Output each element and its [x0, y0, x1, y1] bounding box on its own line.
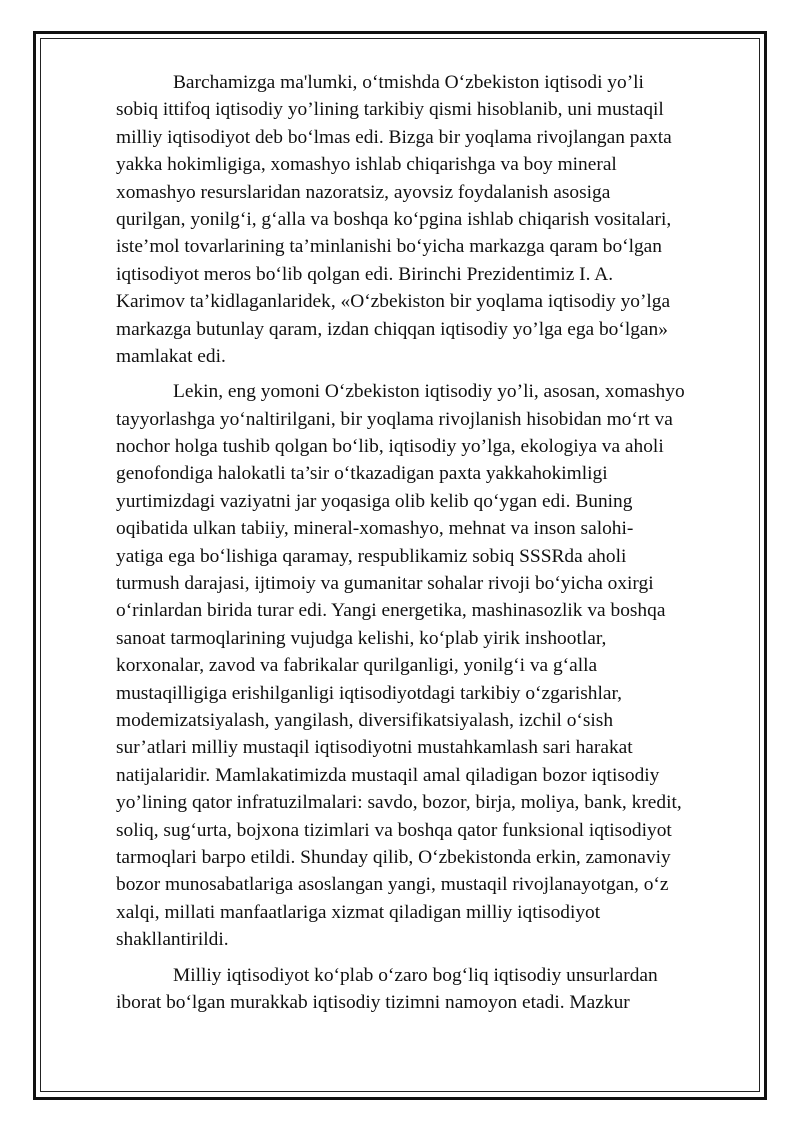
text-line: o‘rinlardan birida turar edi. Yangi energetika, mashinasozlik va boshqa — [116, 600, 666, 622]
document-body — [116, 69, 756, 1016]
text-line: genofondiga halokatli ta’sir o‘tkazadigan paxta yakkahokimligi — [116, 463, 608, 485]
text-line: bozor munosabatlariga asoslangan yangi, mustaqil rivojlanayotgan, o‘z — [116, 874, 669, 896]
text-line: turmush darajasi, ijtimoiy va gumanitar sohalar rivoji bo‘yicha oxirgi — [116, 573, 654, 595]
text-line: soliq, sug‘urta, bojxona tizimlari va boshqa qator funksional iqtisodiyot — [116, 819, 672, 841]
text-line: tayyorlashga yo‘naltirilgani, bir yoqlama rivojlanish hisobidan mo‘rt va — [116, 408, 673, 430]
text-line: iborat bo‘lgan murakkab iqtisodiy tizimni namoyon etadi. Mazkur — [116, 991, 630, 1013]
text-line: mustaqilligiga erishilganligi iqtisodiyotdagi tarkibiy o‘zgarishlar, — [116, 682, 622, 704]
paragraph-1 — [116, 69, 756, 370]
text-line: milliy iqtisodiyot deb bo‘lmas edi. Bizga bir yoqlama rivojlangan paxta — [116, 126, 672, 148]
text-line: Barchamizga ma'lumki, o‘tmishda O‘zbekiston iqtisodi yo’li — [173, 72, 644, 93]
text-line: markazga butunlay qaram, izdan chiqqan iqtisodiy yo’lga ega bo‘lgan» — [116, 318, 668, 340]
text-line: oqibatida ulkan tabiiy, mineral-xomashyo, mehnat va inson salohi- — [116, 518, 634, 540]
paragraph-3 — [116, 962, 756, 1017]
text-line: shakllantirildi. — [116, 929, 229, 951]
text-line: Karimov ta’kidlaganlaridek, «O‘zbekiston bir yoqlama iqtisodiy yo’lga — [116, 291, 671, 313]
text-line: qurilgan, yonilg‘i, g‘alla va boshqa ko‘pgina ishlab chiqarish vositalari, — [116, 208, 672, 230]
text-line: korxonalar, zavod va fabrikalar qurilganligi, yonilg‘i va g‘alla — [116, 655, 598, 677]
text-line: mamlakat edi. — [116, 345, 226, 367]
text-line: tarmoqlari barpo etildi. Shunday qilib, O‘zbekistonda erkin, zamonaviy — [116, 846, 671, 868]
text-line: sanoat tarmoqlarining vujudga kelishi, ko‘plab yirik inshootlar, — [116, 627, 607, 649]
text-line: yo’lining qator infratuzilmalari: savdo, bozor, birja, moliya, bank, kredit, — [116, 792, 682, 814]
text-line: xomashyo resurslaridan nazoratsiz, ayovsiz foydalanish asosiga — [116, 181, 611, 203]
text-line: yurtimizdagi vaziyatni jar yoqasiga olib kelib qo‘ygan edi. Buning — [116, 490, 633, 512]
text-line: iste’mol tovarlarining ta’minlanishi bo‘yicha markazga qaram bo‘lgan — [116, 236, 662, 258]
text-line: iqtisodiyot meros bo‘lib qolgan edi. Birinchi Prezidentimiz I. A. — [116, 263, 614, 285]
text-line: yakka hokimligiga, xomashyo ishlab chiqarishga va boy mineral — [116, 154, 617, 176]
text-line: natijalaridir. Mamlakatimizda mustaqil amal qiladigan bozor iqtisodiy — [116, 764, 660, 786]
text-line: yatiga ega bo‘lishiga qaramay, respublikamiz sobiq SSSRda aholi — [116, 545, 627, 567]
text-line: sur’atlari milliy mustaqil iqtisodiyotni mustahkamlash sari harakat — [116, 737, 633, 759]
text-line: Lekin, eng yomoni O‘zbekiston iqtisodiy yo’li, asosan, xomashyo — [173, 381, 685, 403]
text-line: nochor holga tushib qolgan bo‘lib, iqtisodiy yo’lga, ekologiya va aholi — [116, 436, 664, 458]
text-line: Milliy iqtisodiyot ko‘plab o‘zaro bog‘liq iqtisodiy unsurlardan — [173, 964, 658, 986]
text-line: xalqi, millati manfaatlariga xizmat qiladigan milliy iqtisodiyot — [116, 901, 601, 923]
paragraph-2 — [116, 378, 756, 953]
text-line: modemizatsiyalash, yangilash, diversifikatsiyalash, izchil o‘sish — [116, 709, 614, 731]
text-line: sobiq ittifoq iqtisodiy yo’lining tarkibiy qismi hisoblanib, uni mustaqil — [116, 99, 664, 121]
